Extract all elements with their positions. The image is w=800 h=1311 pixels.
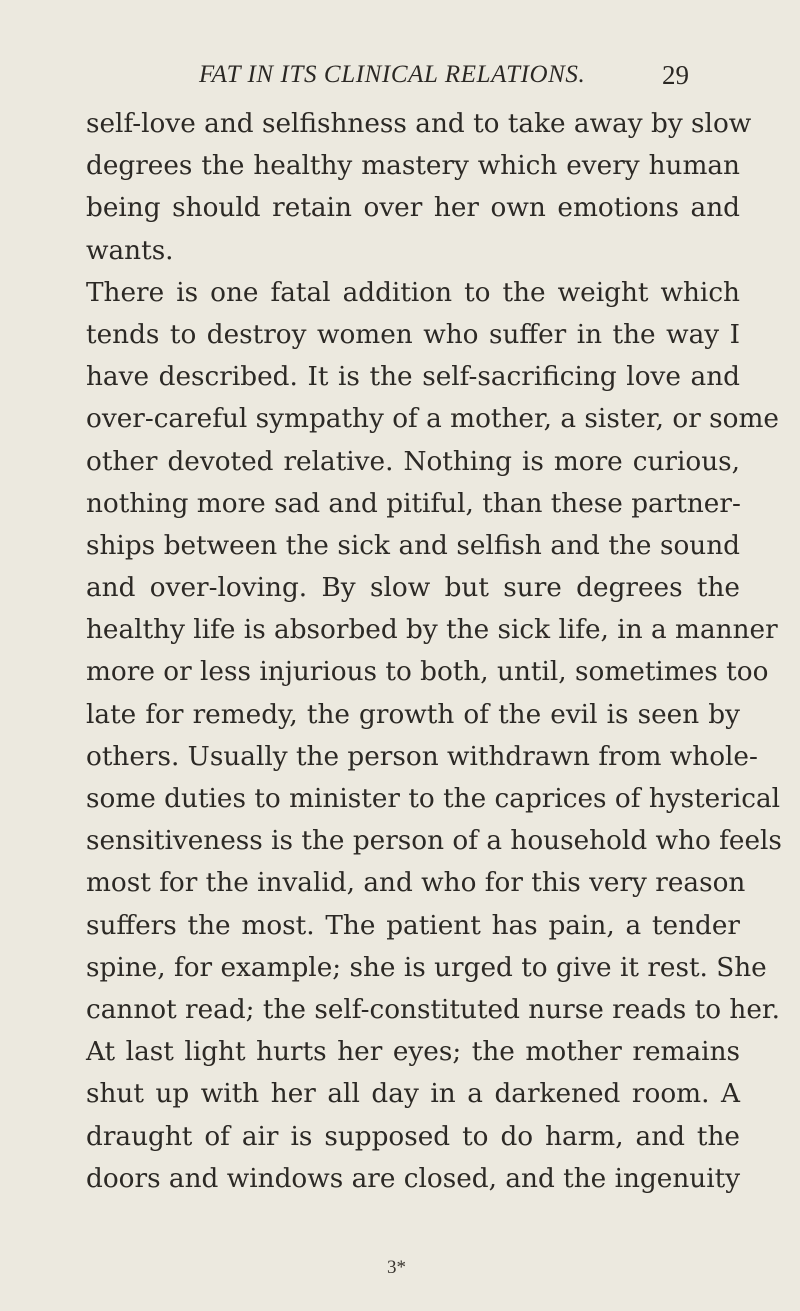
text-line: There is one fatal addition to the weight which bbox=[86, 277, 740, 308]
text-line: spine, for example; she is urged to give it rest. She bbox=[86, 952, 767, 983]
text-line: degrees the healthy mastery which every human bbox=[86, 151, 740, 182]
text-line: other devoted relative. Nothing is more curious, bbox=[86, 446, 740, 477]
text-line: some duties to minister to the caprices of hysterical bbox=[86, 784, 781, 814]
text-line: suffers the most. The patient has pain, a tender bbox=[86, 910, 740, 941]
text-line: doors and windows are closed, and the ingenuity bbox=[86, 1163, 741, 1194]
running-title: FAT IN ITS CLINICAL RELATIONS. bbox=[199, 61, 586, 88]
text-line: draught of air is supposed to do harm, and the bbox=[86, 1121, 740, 1152]
signature-mark: 3* bbox=[387, 1257, 406, 1278]
text-line: shut up with her all day in a darkened room. A bbox=[86, 1079, 740, 1110]
text-line: and over-loving. By slow but sure degrees the bbox=[86, 573, 740, 604]
text-line: ships between the sick and selfish and the sound bbox=[86, 530, 740, 561]
text-line: cannot read; the self-constituted nurse reads to her. bbox=[86, 994, 780, 1025]
text-line: others. Usually the person withdrawn from whole- bbox=[86, 741, 758, 772]
text-line: tends to destroy women who suffer in the way I bbox=[86, 319, 740, 350]
page-number: 29 bbox=[662, 60, 689, 90]
text-line: self-love and selfishness and to take away by slow bbox=[86, 109, 752, 139]
text-line: healthy life is absorbed by the sick life, in a manner bbox=[86, 615, 778, 646]
text-line: have described. It is the self-sacrificing love and bbox=[86, 362, 740, 393]
text-line: wants. bbox=[86, 235, 174, 266]
text-line: sensitiveness is the person of a household who feels bbox=[86, 826, 782, 857]
text-line: nothing more sad and pitiful, than these partner- bbox=[86, 488, 741, 519]
text-line: most for the invalid, and who for this very reason bbox=[86, 868, 746, 899]
text-line: At last light hurts her eyes; the mother remains bbox=[86, 1037, 740, 1068]
running-head bbox=[199, 60, 689, 96]
text-line: more or less injurious to both, until, sometimes too bbox=[86, 657, 769, 688]
text-line: late for remedy, the growth of the evil is seen by bbox=[86, 699, 740, 730]
text-line: being should retain over her own emotions and bbox=[86, 193, 740, 224]
text-line: over-careful sympathy of a mother, a sister, or some bbox=[86, 404, 779, 435]
body-text bbox=[86, 103, 782, 1200]
